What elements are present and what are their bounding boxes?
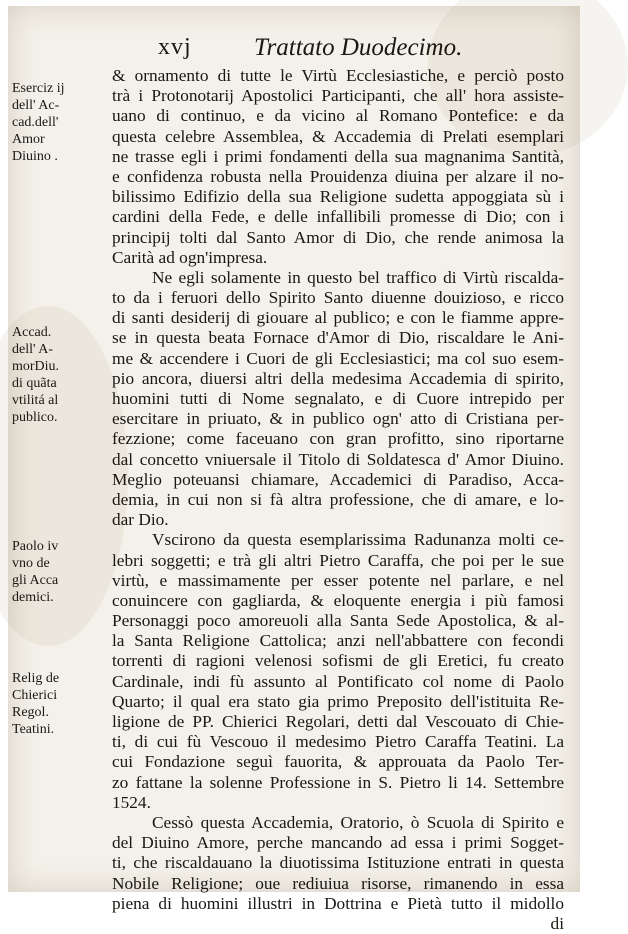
text-line: Meglio poteuansi chiamare, Accademici di Paradiso, Acca- [112,469,564,489]
text-line: lebri soggetti; e trà gli altri Pietro Caraffa, che poi per le sue [112,550,564,570]
text-line: & ornamento di tutte le Virtù Ecclesiastiche, e perciò posto [112,66,564,85]
text-line: ligione de PP. Chierici Regolari, detti dal Vescouato di Chie- [112,712,564,731]
text-line: me & accendere i Cuori de gli Ecclesiastici; ma col suo esem- [112,348,564,368]
text-line: cardini della Fede, e delle infallibili promesse di Dio; con i [112,207,564,227]
margin-note: Accad. dell' A- morDiu. di quãta vtilitá al publico. [12,325,60,425]
text-line: esercitare in priuato, & in publico ogn' atto di Cristiana per- [112,409,564,429]
text-line: questa celebre Assemblea, & Accademia di Prelati esemplari [112,126,564,146]
text-line: 1524. [112,792,151,812]
text-line: la Santa Religione Cattolica; anzi nell'abbattere con fecondi [112,631,564,651]
text-line: demia, in cui non si fà altra professione, che di amare, e lo- [112,489,564,509]
book-page [8,6,580,933]
text-line: Vscirono da questa esemplarissima Radunanza molti ce- [152,530,564,550]
text-line: fezzione; come faceuano con gran profitto, sino riportarne [112,429,564,449]
text-line: zo fattane la solenne Professione in S. Pietro li 14. Settembre [112,772,564,792]
text-line: dar Dio. [112,510,169,530]
text-line: del Diuino Amore, perche mancando ad essa i primi Sogget- [112,833,564,853]
text-line: uano di continuo, e da vicino al Romano Pontefice: e da [112,106,564,126]
text-line: Nobile Religione; oue rediuiua risorse, rimanendo in essa [112,873,564,893]
text-line: dal concetto vniuersale il Titolo di Soldatesca d' Amor Diuino. [112,449,564,469]
text-line: conuincere con gagliarda, & eloquente energia i più famosi [112,590,564,610]
text-line: huomini tutti di Nome segnalato, e di Cuore intrepido per [112,389,564,408]
page-header [158,34,558,64]
text-line: trà i Protonotarij Apostolici Participanti, che all' hora assiste- [112,86,564,106]
text-line: Carità ad ogn'impresa. [112,247,268,267]
text-line: cui Fondazione seguì fauorita, & approuata da Paolo Ter- [112,752,564,772]
text-line: Cessò questa Accademia, Oratorio, ò Scuola di Spirito e [152,812,564,832]
text-line: se in questa beata Fornace d'Amor di Dio, riscaldare le Ani- [112,328,564,348]
text-line: ne trasse egli i primi fondamenti della sua magnanima Santità, [112,146,564,166]
text-line: ti, che riscaldauano la diuotissima Istituzione entrati in questa [112,853,564,873]
text-line: ti, di cui fù Vescouo il medesimo Pietro Caraffa Teatini. La [112,732,564,752]
text-line: to da i feruori dello Spirito Santo diuenne douizioso, e ricco [112,288,564,308]
margin-note: Relig de Chierici Regol. Teatini. [12,671,60,737]
text-line: virtù, e massimamente per esser potente nel parlare, e nel [112,570,564,590]
text-line: piena di huomini illustri in Dottrina e Pietà tutto il midollo [112,893,564,913]
catchword: di [550,913,564,933]
body-text [112,66,564,934]
running-title: Trattato Duodecimo. [254,34,463,61]
text-line: torrenti di ragioni velenosi sofismi de gli Eretici, fu creato [112,651,564,671]
text-line: Quarto; il qual era stato gia primo Preposito dell'istituita Re- [112,691,564,711]
text-line: pio ancora, diuersi altri della medesima Accademia di spirito, [112,368,564,388]
text-line: principij tolti dal Santo Amor di Dio, che rende animosa la [112,227,564,247]
margin-note: Paolo iv vno de gli Acca demici. [12,539,59,605]
text-line: di santi desiderij di giouare al publico; e con le fiamme appre- [112,308,564,328]
text-line: Personaggi poco amoreuoli alla Santa Sede Apostolica, & al- [112,611,564,631]
page-number: xvj [158,34,192,60]
text-line: Ne egli solamente in questo bel traffico di Virtù riscalda- [152,267,564,287]
margin-note: Eserciz ij dell' Ac- cad.dell' Amor Diuino . [12,81,65,164]
text-line: bilissimo Edifizio della sua Religione sudetta appoggiata sù i [112,187,564,207]
text-line: Cardinale, indi fù assunto al Pontificato col nome di Paolo [112,671,564,691]
text-line: e confidenza robusta nella Prouidenza diuina per alzare il no- [112,166,564,186]
